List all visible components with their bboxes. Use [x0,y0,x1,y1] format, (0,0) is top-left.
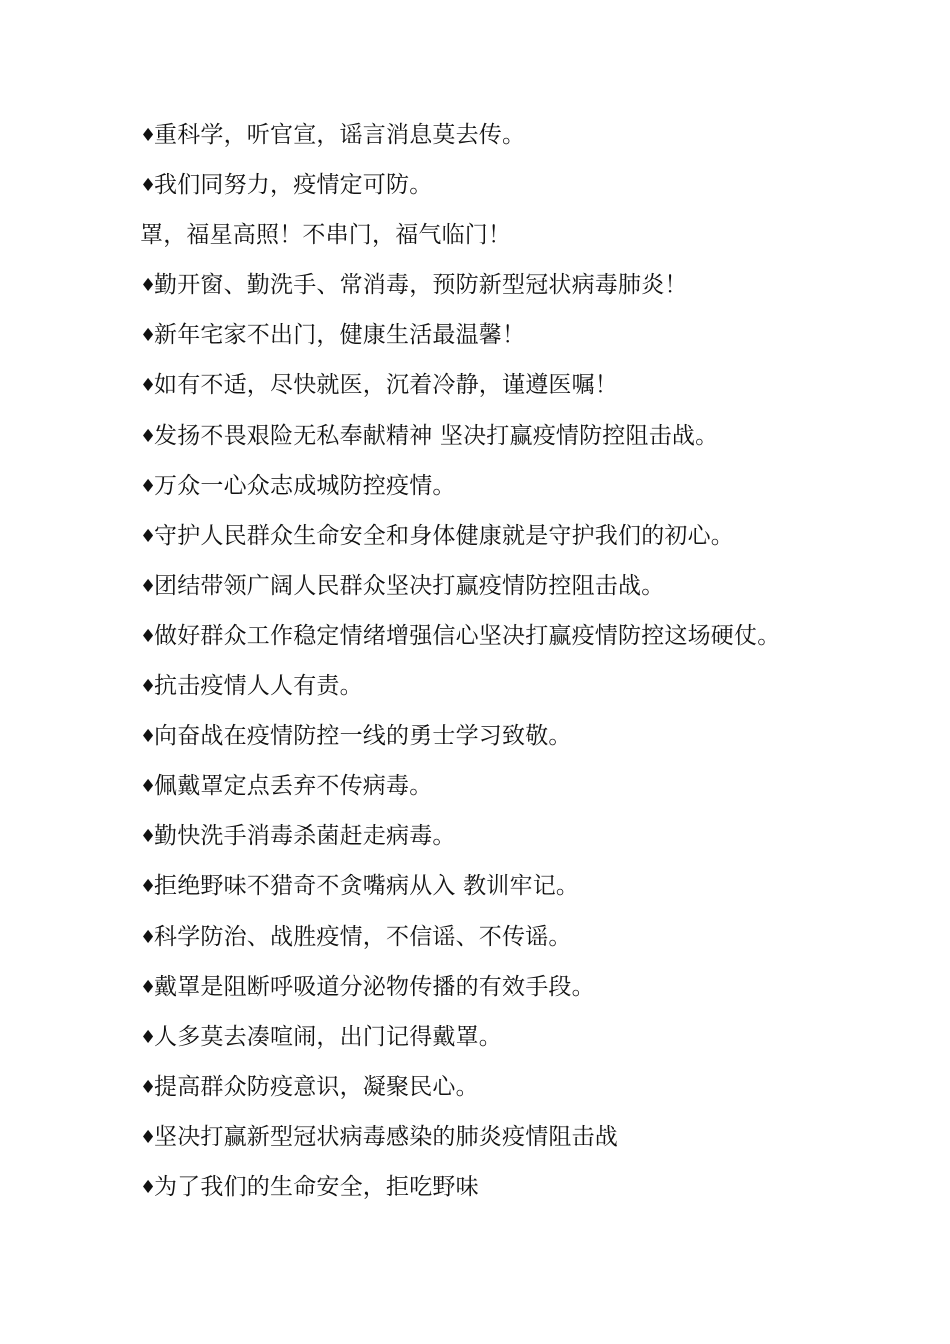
slogan-line [140,213,920,263]
slogan-line [140,664,920,714]
slogan-line [140,313,920,363]
slogan-text: 勤开窗、勤洗手、常消毒，预防新型冠状病毒肺炎！ [154,272,688,299]
slogan-line [140,965,920,1015]
slogan-text: 提高群众防疫意识，凝聚民心。 [154,1073,479,1100]
slogan-line [140,263,920,313]
slogan-line [140,1015,920,1065]
slogan-line [140,814,920,864]
diamond-bullet-icon: ♦ [140,1026,157,1048]
diamond-bullet-icon: ♦ [140,425,157,447]
diamond-bullet-icon: ♦ [140,926,157,948]
slogan-text: 团结带领广阔人民群众坚决打赢疫情防控阻击战。 [154,572,665,599]
diamond-bullet-icon: ♦ [140,375,157,397]
diamond-bullet-icon: ♦ [140,125,157,146]
slogan-line [140,113,920,163]
slogan-line [140,414,920,464]
slogan-text: 罩，福星高照！不串门，福气临门！ [140,222,512,249]
slogan-text: 我们同努力，疫情定可防。 [154,172,433,199]
slogan-text: 向奋战在疫情防控一线的勇士学习致敬。 [154,723,572,750]
slogan-text: 万众一心众志成城防控疫情。 [154,472,456,499]
diamond-bullet-icon: ♦ [140,575,157,597]
slogan-text: 抗击疫情人人有责。 [154,673,363,700]
diamond-bullet-icon: ♦ [140,175,157,197]
slogan-text: 重科学，听官宣，谣言消息莫去传。 [154,122,526,148]
diamond-bullet-icon: ♦ [140,275,157,297]
slogan-line [140,1165,920,1215]
slogan-text: 发扬不畏艰险无私奉献精神 坚决打赢疫情防控阻击战。 [154,422,719,449]
diamond-bullet-icon: ♦ [140,676,157,698]
slogan-text: 守护人民群众生命安全和身体健康就是守护我们的初心。 [154,522,734,549]
slogan-line [140,915,920,965]
slogan-text: 佩戴罩定点丢弃不传病毒。 [154,773,433,800]
diamond-bullet-icon: ♦ [140,1126,157,1148]
diamond-bullet-icon: ♦ [140,325,157,347]
slogan-text: 人多莫去凑喧闹，出门记得戴罩。 [154,1023,502,1050]
diamond-bullet-icon: ♦ [140,1176,157,1198]
slogan-line [140,564,920,614]
slogan-line [140,764,920,814]
slogan-text: 如有不适，尽快就医，沉着冷静，谨遵医嘱！ [154,372,618,399]
diamond-bullet-icon: ♦ [140,525,157,547]
slogan-line [140,163,920,213]
slogan-text: 新年宅家不出门，健康生活最温馨！ [154,322,526,349]
slogan-text: 坚决打赢新型冠状病毒感染的肺炎疫情阻击战 [154,1123,618,1150]
diamond-bullet-icon: ♦ [140,826,157,848]
diamond-bullet-icon: ♦ [140,475,157,497]
diamond-bullet-icon: ♦ [140,876,157,898]
slogan-text: 为了我们的生命安全，拒吃野味 [154,1173,479,1200]
slogan-list [140,113,920,1215]
slogan-text: 勤快洗手消毒杀菌赶走病毒。 [154,823,456,850]
slogan-line [140,614,920,664]
diamond-bullet-icon: ♦ [140,1076,157,1098]
diamond-bullet-icon: ♦ [140,776,157,798]
slogan-line [140,514,920,564]
slogan-line [140,864,920,914]
slogan-line [140,714,920,764]
slogan-line [140,363,920,413]
diamond-bullet-icon: ♦ [140,976,157,998]
diamond-bullet-icon: ♦ [140,625,157,647]
diamond-bullet-icon: ♦ [140,726,157,748]
slogan-text: 做好群众工作稳定情绪增强信心坚决打赢疫情防控这场硬仗。 [154,622,781,649]
slogan-line [140,1115,920,1165]
slogan-line [140,1065,920,1115]
slogan-text: 科学防治、战胜疫情，不信谣、不传谣。 [154,923,572,950]
slogan-text: 戴罩是阻断呼吸道分泌物传播的有效手段。 [154,973,595,1000]
slogan-line [140,464,920,514]
slogan-text: 拒绝野味不猎奇不贪嘴病从入 教训牢记。 [154,873,580,900]
